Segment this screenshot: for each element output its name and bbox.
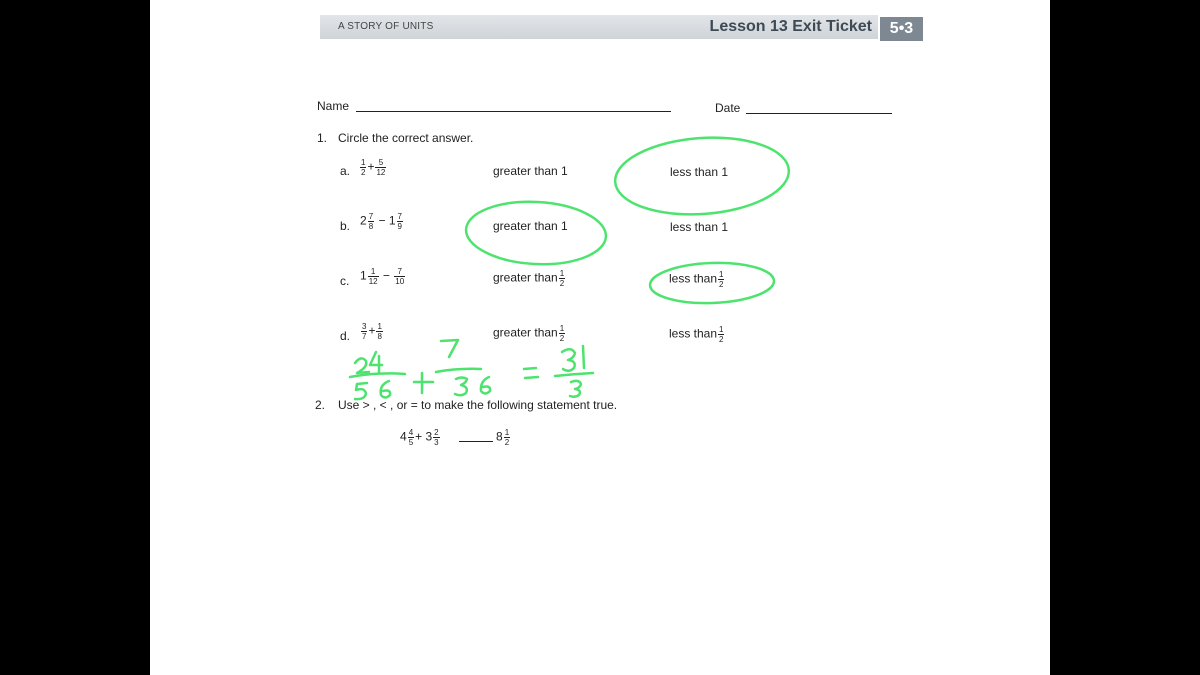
lesson-title: Lesson 13 Exit Ticket	[709, 18, 872, 35]
q1a-greater-option: greater than 1	[493, 164, 568, 178]
q1d-greater-text: greater than	[493, 325, 558, 340]
q1-prompt: Circle the correct answer.	[338, 131, 474, 145]
q1d-letter: d.	[340, 329, 351, 343]
q1a-letter: a.	[340, 164, 351, 178]
q1c-letter: c.	[340, 274, 350, 288]
q1a-less-option: less than 1	[670, 165, 729, 179]
worksheet-page	[150, 0, 1050, 675]
q1c-greater-option: greater than $\frac{1}{2}$	[493, 269, 565, 288]
handwriting-layer	[150, 0, 1050, 675]
q2-prompt: Use > , < , or = to make the following statement true.	[338, 398, 618, 412]
q1b-expression: 2 $\frac{7}{8}$ − 1 $\frac{7}{9}$	[360, 212, 402, 231]
q1-number: 1.	[317, 131, 328, 145]
name-label: Name	[317, 99, 350, 113]
q1c-expression: 1 $\frac{1}{12}$ − $\frac{7}{10}$	[360, 267, 405, 286]
q2-comparison-value: 8 $\frac{1}{2}$	[496, 428, 510, 447]
q1b-greater-option: greater than 1	[493, 219, 568, 233]
series-title: A STORY OF UNITS	[338, 21, 434, 32]
q2-number: 2.	[315, 398, 326, 412]
circle-q1a-less	[613, 132, 792, 220]
q1d-less-text: less than	[669, 326, 718, 341]
q1d-less-option: less than $\frac{1}{2}$	[669, 325, 724, 344]
q1c-less-option: less than $\frac{1}{2}$	[669, 270, 724, 289]
q2-expression: 4 $\frac{4}{5}$ + 3 $\frac{2}{3}$	[400, 428, 439, 447]
date-label: Date	[715, 101, 741, 115]
circle-q1c-less	[649, 261, 774, 305]
q1b-less-option: less than 1	[670, 220, 729, 234]
q1d-expression: $\frac{3}{7}$ + $\frac{1}{8}$	[362, 322, 382, 341]
grade-badge: 5•3	[880, 17, 923, 41]
q1c-greater-text: greater than	[493, 270, 558, 285]
q1a-expression: $\frac{1}{2}$ + $\frac{5}{12}$	[361, 158, 386, 177]
circle-q1b-greater	[464, 198, 607, 267]
handwritten-work	[350, 340, 593, 399]
q1c-less-text: less than	[669, 271, 718, 286]
q1d-greater-option: greater than $\frac{1}{2}$	[493, 324, 565, 343]
q1b-letter: b.	[340, 219, 351, 233]
